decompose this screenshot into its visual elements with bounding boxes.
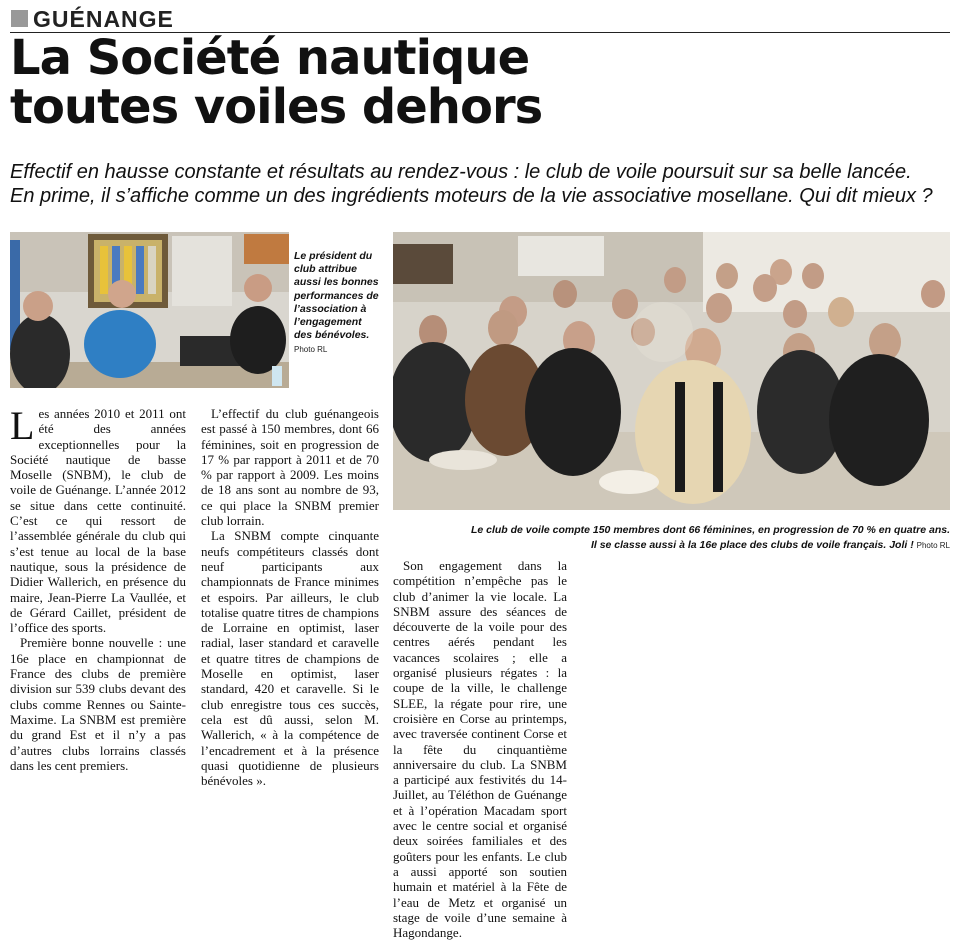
photo-caption-right [394, 523, 950, 553]
photo-club-members [393, 232, 950, 510]
standfirst-line-2: En prime, il s’affiche comme un des ingrédients moteurs de la vie associative mosellane. Qui dit mieux ? [10, 185, 933, 207]
headline-line-1: La Société nautique [10, 30, 530, 86]
headline-line-2: toutes voiles dehors [10, 78, 543, 135]
photo-caption-right-line-1: Le club de voile compte 150 membres dont 66 féminines, en progression de 70 % en quatre ans. [470, 524, 950, 536]
headline [10, 30, 950, 135]
standfirst-line-1: Effectif en hausse constante et résultats au rendez-vous : le club de voile poursuit sur sa belle lancée. [10, 161, 912, 183]
section-rubric [10, 6, 950, 33]
article-paragraph-1-text: es années 2010 et 2011 ont été des années exceptionnelles pour la Société nautique de basse Moselle (SNBM), le club de voile de Guénange. L’année 2012 se situe dans cette continuité. C’est ce qui ressort de l’assemblée générale du club qui s’est tenue au local de la base nautique, sous la présidence de Didier Wallerich, en présence du maire, Jean-Pierre La Vaullée, et de Gérard Caillet, président de l’office des sports. [10, 406, 186, 636]
article-paragraph-3: L’effectif du club guénangeois est passé à 150 membres, dont 66 féminines, soit en progression de 17 % par rapport à 2011 et de 70 % par rapport à 2009. Les moins de 18 ans sont au nombre de 93, ce qui place la SNBM premier club lorrain. [201, 406, 379, 529]
article-column-1 [10, 403, 186, 773]
rubric-label: GUÉNANGE [33, 6, 174, 32]
photo-caption-right-line-2-text: Il se classe aussi à la 16e place des clubs de voile français. Joli ! [590, 539, 914, 552]
article-paragraph-4: La SNBM compte cinquante neufs compétiteurs classés dont neuf participants aux championnats de France minimes et espoirs. Par ailleurs, le club totalise quatre titres de champions de Lorraine en optimist, laser radial, laser standard et caravelle et quatre titres de champions de Moselle en optimist, laser standard, 420 et caravelle. Si le club enregistre tous ces succès, cela est dû aussi, selon M. Wallerich, « à la compétence de l’encadrement et à la présence quasi quotidienne de plusieurs bénévoles ». [201, 528, 379, 789]
rubric-square-icon [11, 10, 28, 27]
photo-board-meeting [10, 232, 289, 388]
article-column-3 [393, 558, 567, 940]
article-column-2 [201, 406, 379, 788]
photo-caption-left-text: Le président du club attribue aussi les bonnes performances de l’association à l’engagement des bénévoles. [294, 250, 379, 342]
photo-credit-left: Photo RL [294, 344, 328, 354]
article-paragraph-2: Première bonne nouvelle : une 16e place en championnat de France des clubs de première division sur 539 clubs devant des clubs comme Rennes ou Sainte-Maxime. La SNBM est première du grand Est et il n’y a pas d’autres clubs lorrains classés dans les cent premiers. [10, 635, 186, 773]
article-paragraph-5: Son engagement dans la compétition n’empêche pas le club d’animer la vie locale. La SNBM assure des séances de découverte de la voile pour des centres aérés pendant les vacances scolaires ; elle a organisé plusieurs régates : la coupe de la ville, le challenge SLEE, la régate pour rire, une croisière en Corse au printemps, avec traversée continent Corse et la fête du cinquantième anniversaire du club. La SNBM a participé aux festivités du 14-Juillet, au Téléthon de Guénange et à l’opération Macadam sport avec le centre social et organisé deux soirées familiales et des goûters pour les enfants. Le club a aussi apporté son soutien humain et matériel à la Fête de l’eau de Metz et organisé un stage de voile d’une semaine à Hagondange. [393, 558, 567, 940]
photo-caption-right-line-2 [394, 538, 950, 553]
dropcap: L [10, 403, 35, 448]
article-paragraph-1 [10, 403, 186, 636]
photo-caption-left [294, 250, 380, 354]
standfirst [10, 160, 950, 208]
photo-credit-right: Photo RL [916, 541, 950, 551]
